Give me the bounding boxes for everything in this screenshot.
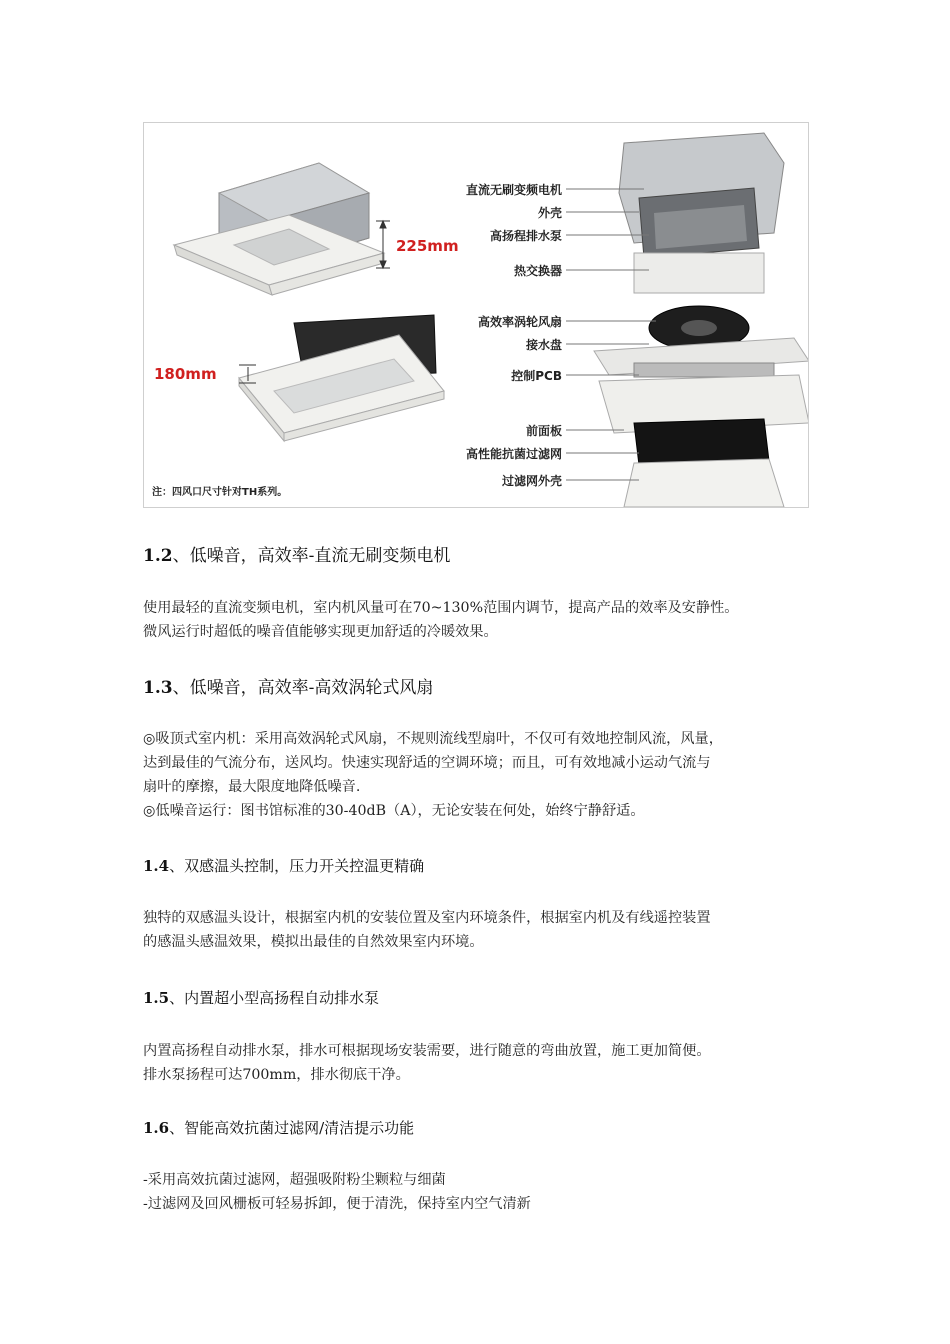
label-turbo-fan: 高效率涡轮风扇 <box>477 315 562 329</box>
section-heading-1-5: 1.5、内置超小型高扬程自动排水泵 <box>143 989 380 1007</box>
section-heading-1-6: 1.6、智能高效抗菌过滤网/清洁提示功能 <box>143 1119 415 1137</box>
label-casing: 外壳 <box>537 206 562 220</box>
section-heading-1-3: 1.3、低噪音，高效率-高效涡轮式风扇 <box>143 678 434 698</box>
cassette-unit-4way <box>174 163 384 295</box>
section-body-1-6: -采用高效抗菌过滤网，超强吸附粉尘颗粒与细菌 -过滤网及回风栅板可轻易拆卸，便于清洗，保持室内空气清新 <box>143 1172 531 1212</box>
section-body-1-3: ◎吸顶式室内机：采用高效涡轮式风扇，不规则流线型扇叶，不仅可有效地控制风流，风量， 达到最佳的气流分布，送风均。快速实现舒适的空调环境；而且，可有效地减小运动气流与 扇叶的摩擦，最大限度地降低噪音. ◎低噪音运行：图书馆标准的30-40dB（A），无论安装在何处，始终宁静舒适。 <box>143 731 723 819</box>
dimension-label-180: 180mm <box>154 365 217 383</box>
section-body-1-2: 使用最轻的直流变频电机，室内机风量可在70~130%范围内调节，提高产品的效率及安静性。 微风运行时超低的噪音值能够实现更加舒适的冷暖效果。 <box>143 600 739 640</box>
label-control-pcb: 控制PCB <box>511 369 562 383</box>
label-front-panel: 前面板 <box>525 424 562 438</box>
label-drain-pump: 高扬程排水泵 <box>489 229 562 243</box>
figure-note: 注：四风口尺寸针对TH系列。 <box>152 487 288 498</box>
section-body-1-4: 独特的双感温头设计，根据室内机的安装位置及室内环境条件，根据室内机及有线遥控装置 的感温头感温效果，模拟出最佳的自然效果室内环境。 <box>143 910 711 950</box>
label-heat-exchanger: 热交换器 <box>513 264 562 278</box>
section-heading-1-2: 1.2、低噪音，高效率-直流无刷变频电机 <box>143 546 451 566</box>
label-antibacterial-filter: 高性能抗菌过滤网 <box>465 447 562 461</box>
label-drain-pan: 接水盘 <box>525 338 562 352</box>
label-motor: 直流无刷变频电机 <box>465 183 562 197</box>
section-body-1-5: 内置高扬程自动排水泵，排水可根据现场安装需要，进行随意的弯曲放置，施工更加简便。 排水泵扬程可达700mm，排水彻底干净。 <box>143 1043 711 1083</box>
label-filter-housing: 过滤网外壳 <box>501 474 562 488</box>
dimension-label-225: 225mm <box>396 237 459 255</box>
section-heading-1-4: 1.4、双感温头控制，压力开关控温更精确 <box>143 857 425 875</box>
product-figure <box>143 122 809 508</box>
